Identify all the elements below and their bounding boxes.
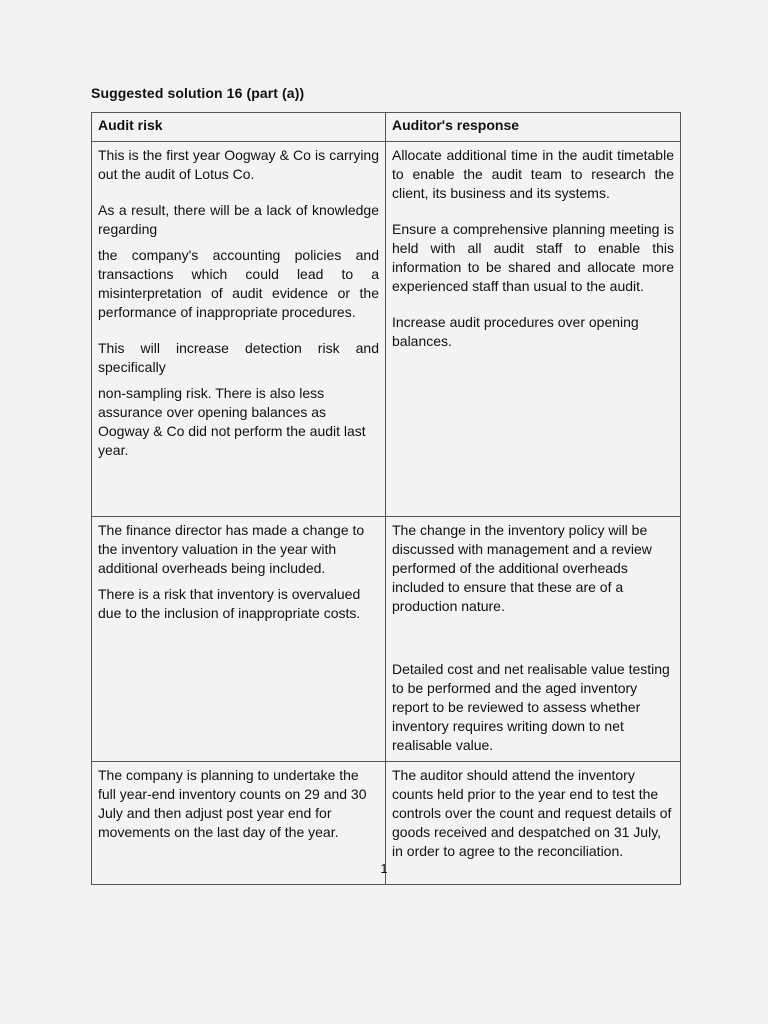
response-text: Increase audit procedures over opening balances. — [392, 314, 639, 349]
response-text: Allocate additional time in the audit timetable to enable the audit team to research the client, its business and its systems. — [392, 147, 674, 201]
risk-text: non-sampling risk. There is also less assurance over opening balances as Oogway & Co did not perform the audit last year. — [98, 385, 366, 458]
risk-text: This is the first year Oogway & Co is carrying out the audit of Lotus Co. — [98, 147, 379, 182]
auditor-response-cell — [386, 142, 681, 517]
risk-text: This will increase detection risk and specifically — [98, 340, 379, 375]
page-heading: Suggested solution 16 (part (a)) — [91, 85, 305, 101]
audit-risk-cell — [92, 142, 386, 517]
response-text: Ensure a comprehensive planning meeting is held with all audit staff to enable this information to be shared and allocate more experienced staff than usual to the audit. — [392, 221, 674, 294]
column-header-audit-risk: Audit risk — [92, 113, 386, 142]
response-text: The auditor should attend the inventory counts held prior to the year end to test the controls over the count and request details of goods received and despatched on 31 July, in order to agree to the reconciliation. — [392, 767, 672, 859]
page-number: 1 — [380, 861, 388, 876]
risk-text: The finance director has made a change to the inventory valuation in the year with additional overheads being included. — [98, 522, 365, 576]
table-row — [92, 517, 681, 762]
risk-text: As a result, there will be a lack of knowledge regarding — [98, 202, 379, 237]
table-row — [92, 142, 681, 517]
response-text: The change in the inventory policy will be discussed with management and a review performed of the additional overheads included to ensure that these are of a production nature. — [392, 522, 652, 614]
column-header-auditors-response: Auditor's response — [386, 113, 681, 142]
risk-text: There is a risk that inventory is overvalued due to the inclusion of inappropriate costs. — [98, 586, 361, 621]
risk-text: The company is planning to undertake the full year-end inventory counts on 29 and 30 July and then adjust post year end for movements on the last day of the year. — [98, 767, 367, 840]
risk-text: the company's accounting policies and transactions which could lead to a misinterpretation of audit evidence or the performance of inappropriate procedures. — [98, 247, 379, 320]
auditor-response-cell — [386, 517, 681, 762]
audit-risk-cell — [92, 517, 386, 762]
table-header-row — [92, 113, 681, 142]
response-text: Detailed cost and net realisable value testing to be performed and the aged inventory report to be reviewed to assess whether inventory requires writing down to net realisable value. — [392, 661, 670, 753]
audit-risk-table — [91, 112, 681, 885]
